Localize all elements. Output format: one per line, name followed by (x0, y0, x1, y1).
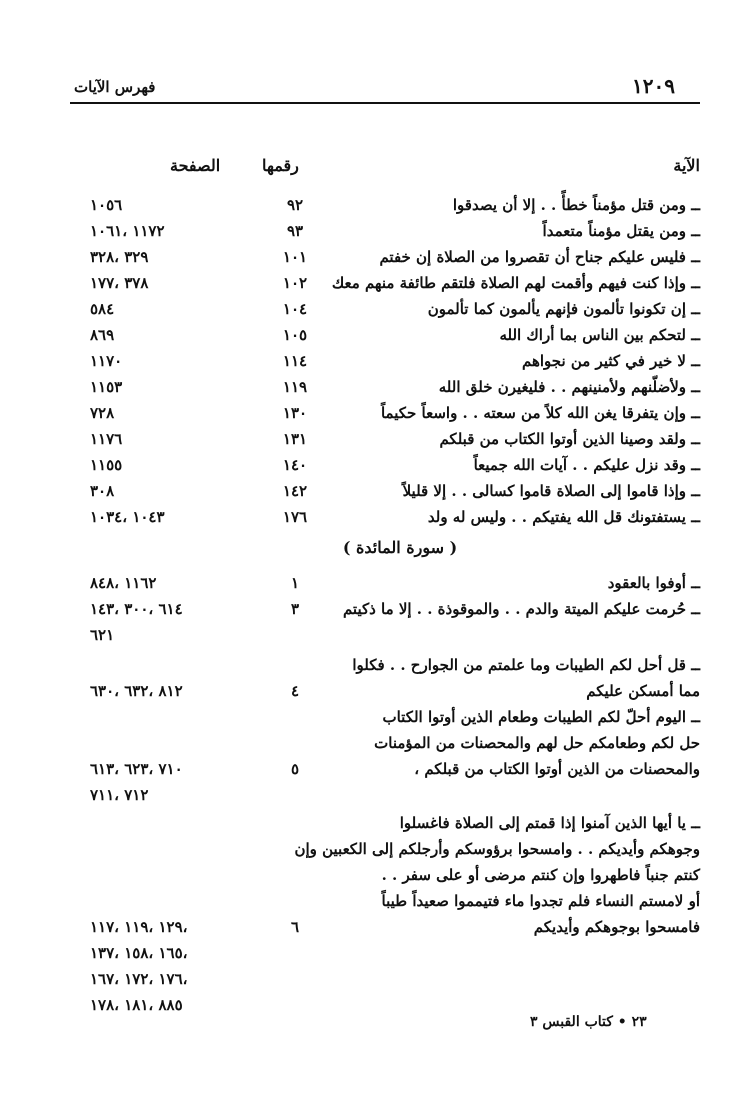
page-references: ٦٢١ (90, 626, 115, 644)
page-references: ١١٥٣ (90, 378, 123, 396)
verse-number: ٩٣ (286, 222, 304, 240)
verse-number: ١٤٢ (282, 482, 308, 500)
page-references: ١٠٥٦ (90, 196, 123, 214)
verse-number: ١٣٠ (282, 404, 308, 422)
verse-text: ــ ولأضلّنهم ولأمنينهم . . فليغيرن خلق الله (438, 378, 700, 396)
verse-text: ــ وإذا كنت فيهم وأقمت لهم الصلاة فلتقم طائفة منهم معك (331, 274, 700, 292)
verse-text: ــ ومن قتل مؤمناً خطأً . . إلا أن يصدقوا (452, 196, 700, 214)
verse-number: ٥ (290, 760, 300, 778)
verse-text: ــ اليوم أحلّ لكم الطيبات وطعام الذين أوتوا الكتاب (382, 708, 700, 726)
page-footer: ٢٣ • كتاب القبس ٣ (530, 1014, 647, 1030)
verse-text: ــ فليس عليكم جناح أن تقصروا من الصلاة إن خفتم (379, 248, 700, 266)
verse-text: ــ لتحكم بين الناس بما أراك الله (499, 326, 700, 344)
page-references: ٧١٢ ،٧١١ (90, 786, 149, 804)
verse-number: ١٠١ (282, 248, 308, 266)
verse-number: ٩٢ (286, 196, 304, 214)
verse-text: وجوهكم وأيديكم . . وامسحوا برؤوسكم وأرجلكم إلى الكعبين وإن (294, 840, 700, 858)
page-references: ٣٠٨ (90, 482, 115, 500)
verse-text: ــ يستفتونك قل الله يفتيكم . . وليس له ولد (427, 508, 700, 526)
verse-number: ١٠٥ (282, 326, 308, 344)
page-references: ٧٢٨ (90, 404, 115, 422)
page-references: ،١٦٥ ،١٥٨ ،١٣٧ (90, 944, 188, 962)
verse-text: ــ إن تكونوا تألمون فإنهم يألمون كما تألمون (427, 300, 700, 318)
page-references: ٨٦٩ (90, 326, 115, 344)
page-references: ٦١٤ ،٣٠٠ ،١٤٣ (90, 600, 183, 618)
surah-heading: ( سورة المائدة ) (342, 538, 458, 557)
page-references: ٨٨٥ ،١٨١ ،١٧٨ (90, 996, 183, 1014)
verse-number: ٤ (290, 682, 300, 700)
verse-number: ١٠٢ (282, 274, 308, 292)
page-references: ١٠٤٣ ،١٠٣٤ (90, 508, 165, 526)
verse-text: ــ يا أيها الذين آمنوا إذا قمتم إلى الصلاة فاغسلوا (399, 814, 700, 832)
verse-text: ــ قل أحل لكم الطيبات وما علمتم من الجوارح . . فكلوا (352, 656, 700, 674)
column-header-page: الصفحة (170, 156, 221, 175)
verse-text: أو لامستم النساء فلم تجدوا ماء فتيمموا صعيداً طيباً (381, 892, 700, 910)
verse-number: ١٠٤ (282, 300, 308, 318)
page-references: ١١٥٥ (90, 456, 123, 474)
verse-text: ــ وإن يتفرقا يغن الله كلاً من سعته . . واسعاً حكيماً (380, 404, 700, 422)
verse-text: والمحصنات من الذين أوتوا الكتاب من قبلكم ، (414, 760, 700, 778)
verse-number: ١٤٠ (282, 456, 308, 474)
verse-number: ١١٤ (282, 352, 308, 370)
page-references: ٨١٢ ،٦٣٢ ،٦٣٠ (90, 682, 183, 700)
verse-text: ــ ومن يقتل مؤمناً متعمداً (542, 222, 700, 240)
verse-text: حل لكم وطعامكم حل لهم والمحصنات من المؤمنات (374, 734, 700, 752)
page-references: ٣٢٩ ،٣٢٨ (90, 248, 149, 266)
verse-number: ٦ (290, 918, 300, 936)
page-number: ١٢٠٩ (632, 74, 675, 98)
page-references: ٥٨٤ (90, 300, 115, 318)
page-references: ١١٧٦ (90, 430, 123, 448)
page-references: ،١٢٩ ،١١٩ ،١١٧ (90, 918, 188, 936)
column-header-number: رقمها (262, 156, 299, 175)
verse-number: ٣ (290, 600, 300, 618)
verse-text: ــ أوفوا بالعقود (607, 574, 700, 592)
verse-number: ١١٩ (282, 378, 308, 396)
page-references: ١١٧٠ (90, 352, 123, 370)
page-title: فهرس الآيات (74, 78, 156, 96)
verse-text: ــ حُرمت عليكم الميتة والدم . . والموقوذة . . إلا ما ذكيتم (342, 600, 700, 618)
verse-text: ــ وقد نزل عليكم . . آيات الله جميعاً (473, 456, 700, 474)
page-references: ١١٦٢ ،٨٤٨ (90, 574, 157, 592)
page-references: ١١٧٢ ،١٠٦١ (90, 222, 165, 240)
verse-number: ١٣١ (282, 430, 308, 448)
page-references: ،١٧٦ ،١٧٢ ،١٦٧ (90, 970, 188, 988)
verse-text: كنتم جنباً فاطهروا وإن كنتم مرضى أو على سفر . . (381, 866, 700, 884)
page-references: ٧١٠ ،٦٢٣ ،٦١٣ (90, 760, 183, 778)
verse-number: ١٧٦ (282, 508, 308, 526)
verse-text: ــ لا خير في كثير من نجواهم (521, 352, 700, 370)
verse-number: ١ (290, 574, 300, 592)
verse-text: ــ وإذا قاموا إلى الصلاة قاموا كسالى . . إلا قليلاً (402, 482, 700, 500)
verse-text: مما أمسكن عليكم (586, 682, 700, 700)
page-references: ٣٧٨ ،١٧٧ (90, 274, 149, 292)
column-header-verse: الآية (673, 156, 700, 175)
verse-text: ــ ولقد وصينا الذين أوتوا الكتاب من قبلكم (439, 430, 700, 448)
verse-text: فامسحوا بوجوهكم وأيديكم (533, 918, 700, 936)
header-rule (70, 102, 700, 104)
